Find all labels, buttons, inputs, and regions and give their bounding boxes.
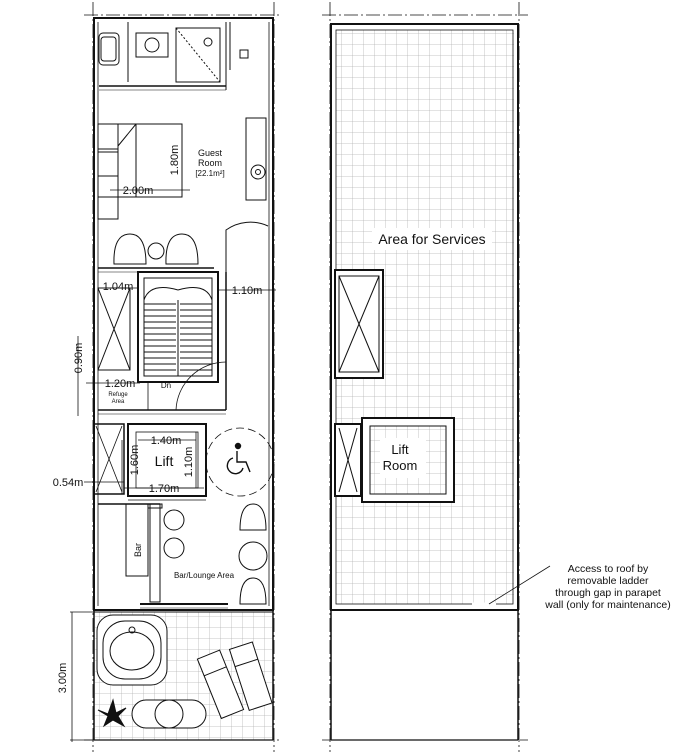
- dim-bed-width: 2.00m: [122, 185, 154, 197]
- lift-room-label: Lift: [391, 442, 409, 457]
- access-note-line-3: through gap in parapet: [555, 587, 661, 599]
- access-note: [544, 563, 670, 611]
- staircase: [138, 272, 218, 382]
- access-note-line-1: Access to roof by: [567, 563, 649, 575]
- dim-lift-outer-width: 1.70m: [148, 483, 180, 495]
- bar-lounge: [126, 504, 267, 608]
- wheelchair-turning-circle: [206, 428, 274, 496]
- lift-room-label-2: Room: [382, 458, 418, 473]
- dim-refuge-width: 1.20m: [104, 378, 136, 390]
- dim-stair-gap-right: 1.10m: [231, 285, 263, 297]
- dim-refuge-height: 0.90m: [73, 342, 85, 374]
- dim-stair-gap-left: 1.04m: [102, 281, 134, 293]
- stair-down-label: Dn: [160, 381, 172, 390]
- guest-room-label-2: Room: [197, 158, 223, 168]
- lift-label: Lift: [154, 453, 174, 469]
- refuge-label-2: Area: [111, 399, 125, 405]
- roof-shaft-upper: [335, 270, 383, 378]
- bar-label: Bar: [133, 542, 143, 558]
- refuge-label: Refuge: [108, 392, 128, 398]
- dim-terrace-height: 3.00m: [57, 662, 69, 694]
- dim-lift-outer-height: 1.60m: [129, 444, 141, 476]
- services-label: Area for Services: [378, 231, 486, 247]
- dim-bed-length: 1.80m: [169, 144, 181, 176]
- dim-lift-inner-height: 1.10m: [183, 446, 195, 478]
- dim-shaft-width: 0.54m: [52, 477, 84, 489]
- guest-room-area: [22.1m²]: [195, 169, 225, 178]
- right-roof-plan: [322, 2, 671, 752]
- lounge-label: Bar/Lounge Area: [173, 571, 235, 580]
- access-note-line-4: wall (only for maintenance): [545, 599, 671, 611]
- shaft-upper: [98, 288, 130, 370]
- guest-room-label: Guest: [197, 148, 223, 158]
- wheelchair-icon: [227, 444, 250, 474]
- access-note-line-2: removable ladder: [567, 575, 649, 587]
- roof-shaft-lower: [335, 424, 361, 496]
- left-floor-plan: [53, 2, 282, 752]
- bathroom: [99, 22, 248, 90]
- dim-lift-inner-width: 1.40m: [150, 435, 182, 447]
